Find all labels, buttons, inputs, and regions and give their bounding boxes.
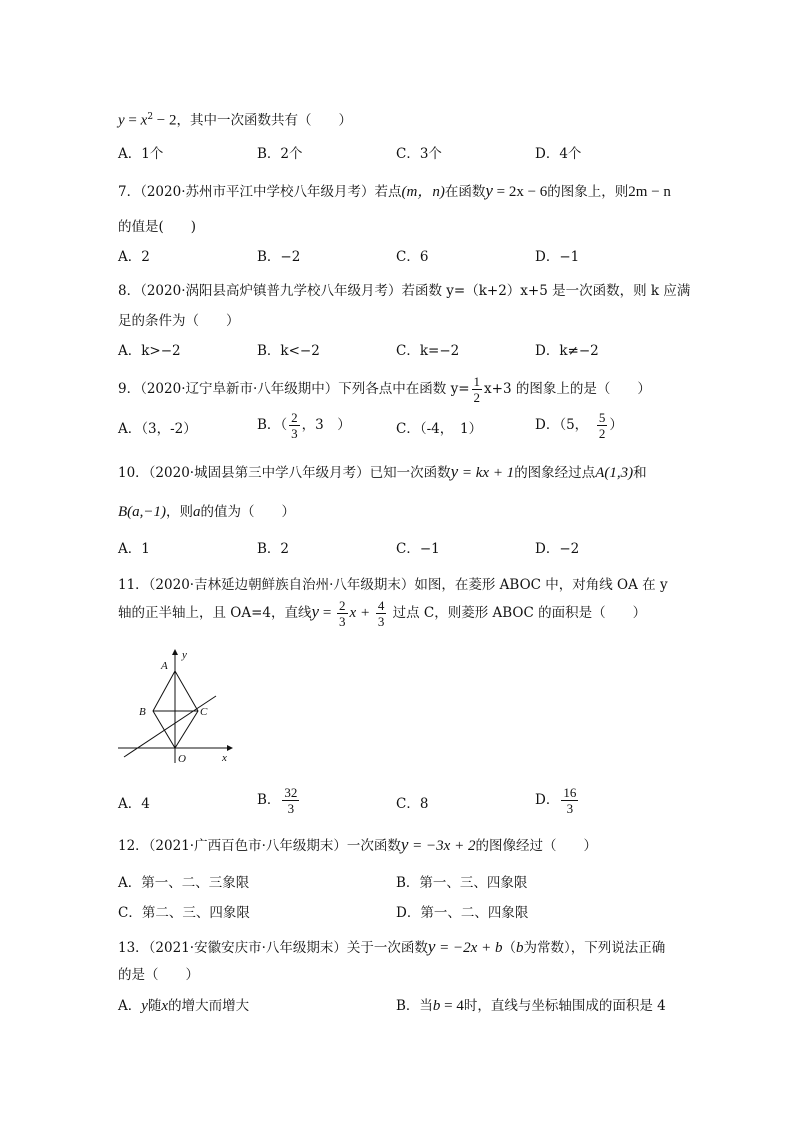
q10-option-b[interactable]: B．2 (257, 541, 290, 557)
q7-stem-2: 的值是( ) (118, 219, 197, 235)
q10-option-d[interactable]: D．−2 (535, 541, 580, 557)
q11-stem-2: 轴的正半轴上，且 OA=4，直线y = $\frac{2}{3}$ x + $\frac{4}{3}$ 过点 C，则菱形 ABOC 的面积是（ ） (118, 598, 647, 629)
q6-option-a[interactable]: A．1个 (118, 146, 164, 162)
q8-stem-2: 足的条件为（ ） (118, 313, 240, 329)
q13-option-b[interactable]: B．当b = 4时，直线与坐标轴围成的面积是 4 (396, 998, 666, 1014)
q8-option-b[interactable]: B．k<−2 (257, 343, 320, 359)
q8-option-c[interactable]: C．k=−2 (396, 343, 460, 359)
q9-option-a[interactable]: A．（3，-2） (118, 421, 197, 437)
q9-stem: 9．（2020·辽宁阜新市·八年级期中）下列各点中在函数 y= $\frac{1}{2}$ x+3 的图象上的是（ ） (118, 374, 651, 405)
fraction: $\frac{1}{2}$ (473, 374, 481, 405)
q11-stem: 11．（2020·吉林延边朝鲜族自治州·八年级期末）如图，在菱形 ABOC 中，对角线 OA 在 y (118, 577, 668, 593)
q6-option-b[interactable]: B．2个 (257, 146, 303, 162)
q10-stem-2: B(a,−1)，则a的值为（ ） (118, 504, 296, 520)
q7-option-b[interactable]: B．−2 (257, 249, 301, 265)
q7-option-c[interactable]: C．6 (396, 249, 429, 265)
q10-option-c[interactable]: C．−1 (396, 541, 440, 557)
q11-option-d[interactable]: D． $\frac{16}{3}$ (535, 785, 577, 816)
q9-option-b[interactable]: B．（ $\frac{2}{3}$ ，3 ） (257, 410, 351, 441)
q7-option-d[interactable]: D．−1 (535, 249, 580, 265)
q13-option-a[interactable]: A．y随x的增大而增大 (118, 998, 250, 1014)
q8-stem: 8．（2020·涡阳县高炉镇普九学校八年级月考）若函数 y=（k+2）x+5 是一次函数，则 k 应满 (118, 283, 691, 299)
point-c-label: C (200, 706, 208, 718)
q12-option-a[interactable]: A．第一、二、三象限 (118, 875, 250, 891)
y-axis-label: y (182, 649, 187, 661)
q6-tail-line: $y = x^2 - 2$，其中一次函数共有（ ） (118, 112, 353, 129)
q12-option-b[interactable]: B．第一、三、四象限 (396, 875, 528, 891)
q8-option-a[interactable]: A．k>−2 (118, 343, 181, 359)
q12-option-d[interactable]: D．第一、二、四象限 (396, 905, 529, 921)
q13-stem: 13．（2021·安徽安庆市·八年级期末）关于一次函数y = −2x + b（b为常数），下列说法正确 (118, 937, 666, 956)
q6-option-c[interactable]: C．3个 (396, 146, 442, 162)
q12-stem: 12．（2021·广西百色市·八年级期末）一次函数y = −3x + 2的图像经过（ ） (118, 835, 597, 854)
point-a-label: A (161, 660, 168, 672)
q10-option-a[interactable]: A．1 (118, 541, 150, 557)
q6-option-d[interactable]: D．4个 (535, 146, 582, 162)
q9-option-c[interactable]: C．（-4， 1） (396, 421, 483, 437)
point-o-label: O (178, 753, 186, 765)
q10-stem: 10．（2020·城固县第三中学八年级月考）已知一次函数y = kx + 1的图象经过点A(1,3)和 (118, 462, 647, 481)
q11-option-b[interactable]: B． $\frac{32}{3}$ (257, 785, 298, 816)
q7-option-a[interactable]: A．2 (118, 249, 150, 265)
q11-option-c[interactable]: C．8 (396, 796, 429, 812)
q12-option-c[interactable]: C．第二、三、四象限 (118, 905, 250, 921)
rhombus-figure (118, 645, 238, 770)
q7-stem: 7．（2020·苏州市平江中学校八年级月考）若点(m，n)在函数y = 2x − 6的图象上，则2m − n (118, 181, 671, 200)
q11-option-a[interactable]: A．4 (118, 796, 150, 812)
q13-stem-2: 的是（ ） (118, 967, 199, 983)
x-axis-label: x (222, 752, 227, 764)
q9-option-d[interactable]: D．（5， $\frac{5}{2}$ ） (535, 410, 623, 441)
q8-option-d[interactable]: D．k≠−2 (535, 343, 599, 359)
point-b-label: B (139, 706, 146, 718)
